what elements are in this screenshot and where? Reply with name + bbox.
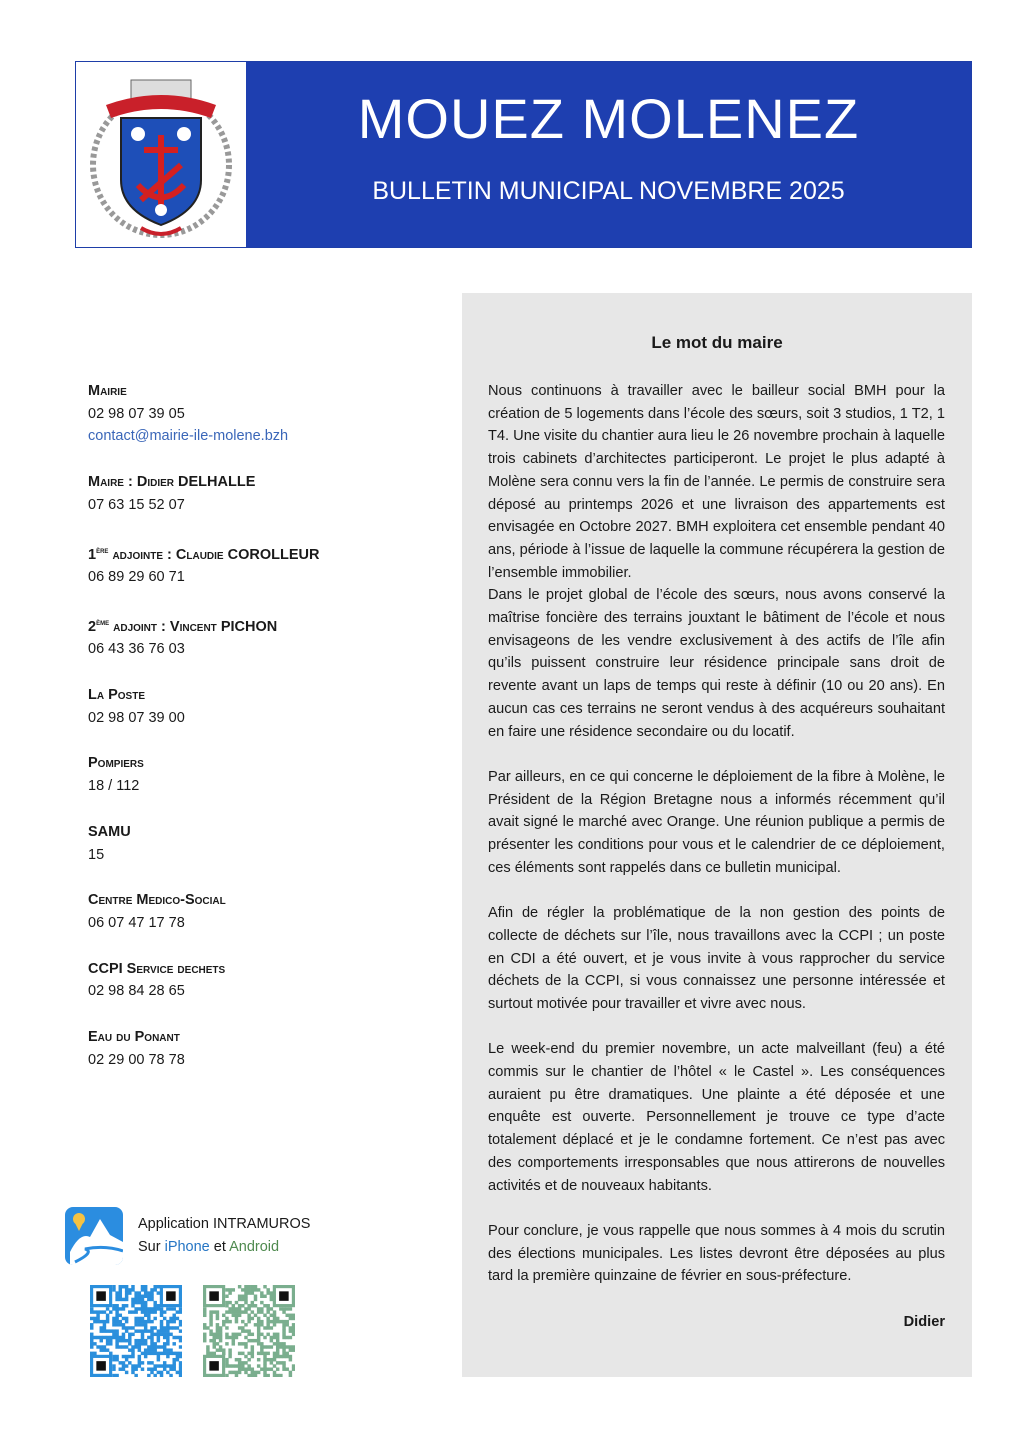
contact-name: : Claudie COROLLEUR [163, 546, 320, 563]
contact-phone: 15 [88, 846, 105, 863]
contact-phone: 06 89 29 60 71 [88, 569, 185, 586]
header [75, 61, 972, 248]
contact-label-number: 2 [88, 618, 97, 635]
contact-pompiers [88, 752, 418, 797]
paragraph: Afin de régler la problématique de la non gestion des points de collecte de déchets sur l’île, nous travaillons avec la CCPI ; un poste en CDI a été ouvert, et je vous invite à vous rapprocher du service déchets de la CCPI, si vous connaissez une personne intéressée et surtout motivée pour travailler et vivre avec nous. [488, 905, 945, 1012]
android-qr-code [203, 1285, 295, 1377]
app-platform-conjunction: et [209, 1239, 230, 1255]
contact-poste [88, 684, 418, 729]
contact-eau-du-ponant [88, 1026, 418, 1071]
contact-label-sup: ère [96, 545, 109, 555]
contact-label: adjoint [109, 618, 158, 635]
contact-phone: 02 98 07 39 00 [88, 709, 185, 726]
coat-of-arms-logo [76, 62, 246, 247]
paragraph: Pour conclure, je vous rappelle que nous sommes à 4 mois du scrutin des élections municipales. Les listes devront être déposées au plus tard la première quinzaine de février en sous-préfecture. [488, 1222, 945, 1285]
signature: Didier [903, 1313, 945, 1330]
contact-label: CCPI Service dechets [88, 960, 226, 977]
iphone-qr-code [90, 1285, 182, 1377]
panel-title: Le mot du maire [651, 333, 783, 352]
contact-adjointe-1 [88, 540, 418, 589]
contact-label: Mairie [88, 383, 127, 399]
contact-ccpi-dechets [88, 958, 418, 1003]
contact-adjoint-2 [88, 612, 418, 661]
contact-phone: 06 43 36 76 03 [88, 641, 185, 658]
contact-label: La Poste [88, 686, 146, 703]
contact-email-link[interactable]: contact@mairie-ile-molene.bzh [88, 428, 289, 445]
contact-maire [88, 471, 418, 516]
paragraph: Dans le projet global de l’école des sœurs, nous avons conservé la maîtrise foncière des terrains jouxtant le bâtiment de l’école et nous envisageons de les vendre exclusivement à des actifs de l’île afin qu’ils puissent construire leur résidence principale sans droit de revente avant un laps de temps qui reste à définir (10 ou 20 ans). En aucun cas ces terrains ne seront vendus à des acquéreurs souhaitant en faire une résidence secondaire ou du locatif. [488, 587, 945, 740]
contact-label: Pompiers [88, 755, 144, 772]
contact-phone: 02 98 84 28 65 [88, 983, 185, 1000]
paragraph: Par ailleurs, en ce qui concerne le déploiement de la fibre à Molène, le Président de la Région Bretagne nous a informés récemment qu’il avait signé le marché avec Orange. Une réunion publique a permis de présenter les conditions pour vous et le calendrier de ce déploiement, ces éléments sont rappelés dans ce bulletin municipal. [488, 768, 945, 876]
paragraph: Le week-end du premier novembre, un acte malveillant (feu) a été commis sur le chantier de l’hôtel « le Castel ». Les conséquences auraient pu être dramatiques. Une plainte a été déposée et une enquête est ouverte. Personnellement je trouve ce type d’acte totalement déplacé et je le condamne fortement. Ce n’est pas avec des comportements irresponsables que nous attirerons de nouvelles activités et de nouveaux habitants. [488, 1041, 945, 1194]
contact-phone: 02 98 07 39 05 [88, 405, 185, 422]
paragraph: Nous continuons à travailler avec le bailleur social BMH pour la création de 5 logements dans l’école des sœurs, soit 3 studios, 1 T2, 1 T4. Une visite du chantier aura lieu le 26 novembre prochain à laquelle trois cabinets d’architectes participeront. Le projet le plus adapté à Molène sera connu vers la fin de l’année. Le permis de construire sera déposé au printemps 2026 et une livraison des appartements est envisagée en Octobre 2027. BMH exploitera cet ensemble pendant 40 ans, période à l’issue de laquelle la commune récupérera la gestion de l’ensemble immobilier. [488, 383, 945, 581]
contact-label-sup: ème [96, 617, 110, 627]
contact-label: Maire [88, 474, 124, 491]
title-banner [246, 62, 971, 247]
contact-phone: 07 63 15 52 07 [88, 496, 185, 513]
contact-name: : Vincent PICHON [157, 618, 278, 635]
contact-phone: 18 / 112 [88, 778, 140, 795]
contact-centre-medico-social [88, 889, 418, 934]
contacts-column [88, 380, 418, 1094]
contact-label: Centre Medico-Social [88, 892, 226, 909]
contact-label: SAMU [88, 823, 131, 840]
app-platform-prefix: Sur [138, 1239, 165, 1255]
android-label: Android [229, 1239, 280, 1255]
mot-du-maire-panel [462, 293, 972, 1377]
contact-label-number: 1 [88, 546, 97, 563]
contact-samu [88, 821, 418, 866]
contact-phone: 02 29 00 78 78 [88, 1051, 185, 1068]
contact-phone: 06 07 47 17 78 [88, 914, 185, 931]
iphone-label: iPhone [164, 1239, 210, 1255]
intramuros-app-icon [65, 1207, 123, 1265]
bulletin-title: MOUEZ MOLENEZ [357, 87, 860, 150]
bulletin-subtitle: BULLETIN MUNICIPAL NOVEMBRE 2025 [372, 177, 845, 205]
app-name: Application INTRAMUROS [138, 1216, 311, 1233]
contact-label: Eau du Ponant [88, 1029, 180, 1046]
contact-name: : Didier DELHALLE [123, 474, 256, 491]
panel-body [488, 380, 945, 1333]
contact-mairie [88, 380, 418, 448]
contact-label: adjointe [108, 546, 164, 563]
intramuros-app-promo [65, 1207, 310, 1265]
